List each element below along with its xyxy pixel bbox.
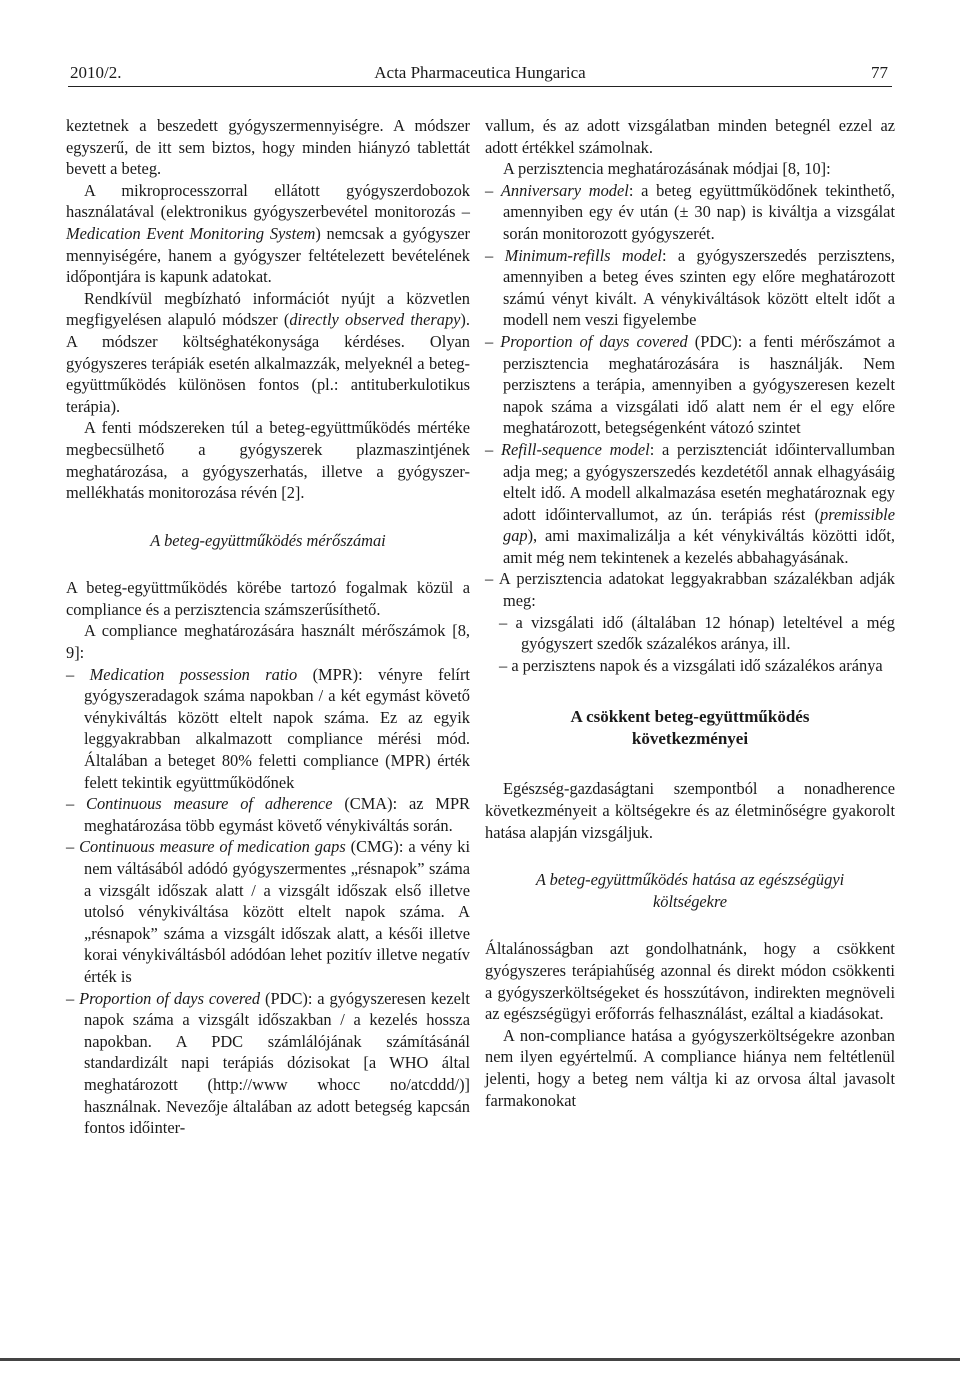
paragraph: A perzisztencia meghatározásának módjai [8, 10]: <box>503 159 831 179</box>
paragraph: keztetnek a beszedett gyógyszermennyiségre. A módszer egyszerű, de itt sem biztos, hogy minden hiányzó tablettát bevett a beteg. <box>66 116 470 179</box>
running-header <box>68 60 892 87</box>
paragraph: A mikroprocesszorral ellátott gyógyszerdobozok használatával (elektronikus gyógyszerbevétel monitorozás – Medication Event Monitoring System) nemcsak a gyógyszer mennyiségére, hanem a gyógyszer feltételezett bevételének időpontjára is kapunk adatokat. <box>66 180 471 287</box>
paragraph: Általánosságban azt gondolhatnánk, hogy a csökkent gyógyszeres terápiahűség azonnal és direkt módon csökkenti a gyógyszerköltségeket és hosszútávon, indirekten megnöveli az egészségügyi erőforrás felhasználást, ezáltal a kiadásokat. <box>485 939 895 1024</box>
paragraph: Egészség-gazdaságtani szempontból a nonadherence következményeit a költségekre és az életminőségre gyakorolt hatása alapján vizsgáljuk. <box>485 779 895 842</box>
paragraph: vallum, és az adott vizsgálatban minden betegnél ezzel az adott értékkel számolnak. <box>485 116 895 157</box>
left-column <box>66 115 470 1139</box>
paragraph: A beteg-együttműködés körébe tartozó fogalmak közül a compliance és a perzisztencia számszerűsíthető. <box>66 578 470 619</box>
page-number: 77 <box>871 63 888 82</box>
list-item: – Proportion of days covered (PDC): a gyógyszeresen kezelt napok száma a vizsgált időszakban / a kezelés hossza napokban. A PDC számlálójának számításánál standardizált napi terápiás dózisokat [a WHO által meghatározott (http://www whocc no/atcddd/)] használnak. Nevezője általában az adott betegség kapcsán fontos időinter- <box>66 988 470 1138</box>
sub-list-item: – a perzisztens napok és a vizsgálati idő százalékos aránya <box>499 655 883 675</box>
list-item: – Minimum-refills model: a gyógyszerszedés perzisztens, amennyiben a beteg éves szinten egy előre meghatározott számú vényt kivált. A vénykiváltások között eltelt időt a modell nem veszi figyelembe <box>485 245 895 330</box>
list-item: – Refill-sequence model: a perzisztenciát időintervallumban adja meg; a gyógyszerszedés kezdetétől annak elhagyásáig eltelt idő. A modell alkalmazása esetén meghatároznak egy adott időintervallumot, az ún. terápiás rést (premissible gap), ami maximalizálja a két vénykiváltás közötti időt, amit még nem tekintenek a kezelés abbahagyásának. <box>485 439 895 567</box>
list-item: – A perzisztencia adatokat leggyakrabban százalékban adják meg: <box>485 569 895 611</box>
page-bottom-rule <box>0 1358 960 1361</box>
paragraph: A compliance meghatározására használt mérőszámok [8, 9]: <box>66 621 470 663</box>
list-item: – Anniversary model: a beteg együttműködőnek tekinthető, amennyiben egy év után (± 30 nap) is kiváltja a vizsgálat során monitorozott gyógyszerét. <box>485 180 895 243</box>
list-item: – Proportion of days covered (PDC): a fenti mérőszámot a perzisztencia meghatározására is használják. Nem perzisztens a terápia, amennyiben a gyógyszeresen kezelt napok száma a vizsgálati idő alatt nem ér el egy előre meghatározott, betegségenként vátozó szintet <box>485 331 896 438</box>
issue-number: 2010/2. <box>70 63 122 82</box>
journal-title: Acta Pharmaceutica Hungarica <box>374 63 586 82</box>
section-heading: A csökkent beteg-együttműködés következményei <box>570 707 810 749</box>
list-item: – Continuous measure of medication gaps (CMG): a vény ki nem váltásából adódó gyógyszermentes „résnapok” száma a vizsgált időszak alatt / a vizsgált időszak első illetve utolsó vénykiváltása között eltelt napok száma. A „résnapok” száma a vizsgált időszak alatt, a késői illetve korai vénykiváltásból adódóan lehet pozitív illetve negatív érték is <box>66 837 470 986</box>
list-item: – Continuous measure of adherence (CMA): az MPR meghatározása több egymást követő vénykiváltás során. <box>66 794 470 835</box>
subsection-heading: A beteg-együttműködés hatása az egészségügyi költségekre <box>535 870 845 911</box>
list-item: – Medication possession ratio (MPR): vényre felírt gyógyszeradagok száma napokban / a két egymást követő vénykiváltás között eltelt napok száma. Ez az egyik leggyakrabban alkalmazott compliance mérési mód. Általában a beteget 80% feletti compliance (MPR) érték felett tekintik együttműködőnek <box>66 664 470 792</box>
paragraph: Rendkívül megbízható információt nyújt a közvetlen megfigyelésen alapuló módszer (directly observed therapy). A módszer költséghatékonysága kérdéses. Olyan gyógyszeres terápiák esetén alkalmazzák, melyeknél a beteg-együttműködés különösen fontos (pl.: antituberkulotikus terápia). <box>66 288 470 416</box>
paragraph: A fenti módszereken túl a beteg-együttműködés mértéke megbecsülhető a gyógyszerek plazmaszintjének meghatározása, a gyógyszerhatás, illetve a gyógyszer-mellékhatás monitorozása révén [2]. <box>66 418 470 503</box>
section-heading: A beteg-együttműködés mérőszámai <box>150 530 386 550</box>
sub-list-item: – a vizsgálati idő (általában 12 hónap) leteltével a még gyógyszert szedők százalékos aránya, ill. <box>499 612 895 654</box>
right-column <box>485 115 895 1111</box>
paragraph: A non-compliance hatása a gyógyszerköltségekre azonban nem ilyen egyértelmű. A compliance hiánya nem feltétlenül jelenti, hogy a beteg nem váltja ki az orvosa által javasolt farmakonokat <box>485 1025 895 1110</box>
